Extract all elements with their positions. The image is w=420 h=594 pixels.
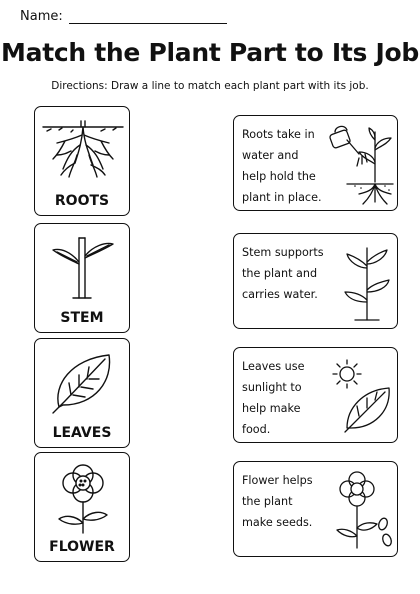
job-text: Flower helps the plant make seeds.: [242, 474, 313, 529]
part-card-leaves[interactable]: [34, 338, 130, 448]
job-card-leaves[interactable]: [233, 347, 398, 443]
name-label: Name:: [20, 9, 63, 24]
roots-icon: [35, 107, 131, 197]
job-card-flower[interactable]: [233, 461, 398, 557]
job-text: Leaves use sunlight to help make food.: [242, 360, 305, 436]
part-label: ROOTS: [54, 193, 110, 209]
part-label: LEAVES: [52, 425, 112, 441]
leaf-icon: [35, 339, 131, 423]
part-card-stem[interactable]: [34, 223, 130, 333]
flower-seeds-icon: [329, 466, 395, 556]
job-card-roots[interactable]: [233, 115, 398, 211]
part-label: FLOWER: [49, 539, 115, 555]
plant-stem-icon: [329, 238, 395, 328]
name-line[interactable]: [69, 9, 227, 24]
part-card-roots[interactable]: [34, 106, 130, 216]
flower-icon: [35, 453, 131, 537]
sun-leaf-icon: [329, 352, 395, 442]
job-text: Stem supports the plant and carries water.: [242, 246, 324, 301]
part-label: STEM: [60, 310, 104, 326]
directions-text: Directions: Draw a line to match each plant part with its job.: [51, 80, 369, 92]
part-card-flower[interactable]: [34, 452, 130, 562]
job-card-stem[interactable]: [233, 233, 398, 329]
watering-can-plant-icon: [329, 120, 395, 210]
stem-icon: [35, 224, 131, 308]
page-title: Match the Plant Part to Its Job: [1, 38, 419, 67]
job-text: Roots take in water and help hold the plant in place.: [242, 128, 322, 204]
name-field-row: [20, 9, 227, 24]
